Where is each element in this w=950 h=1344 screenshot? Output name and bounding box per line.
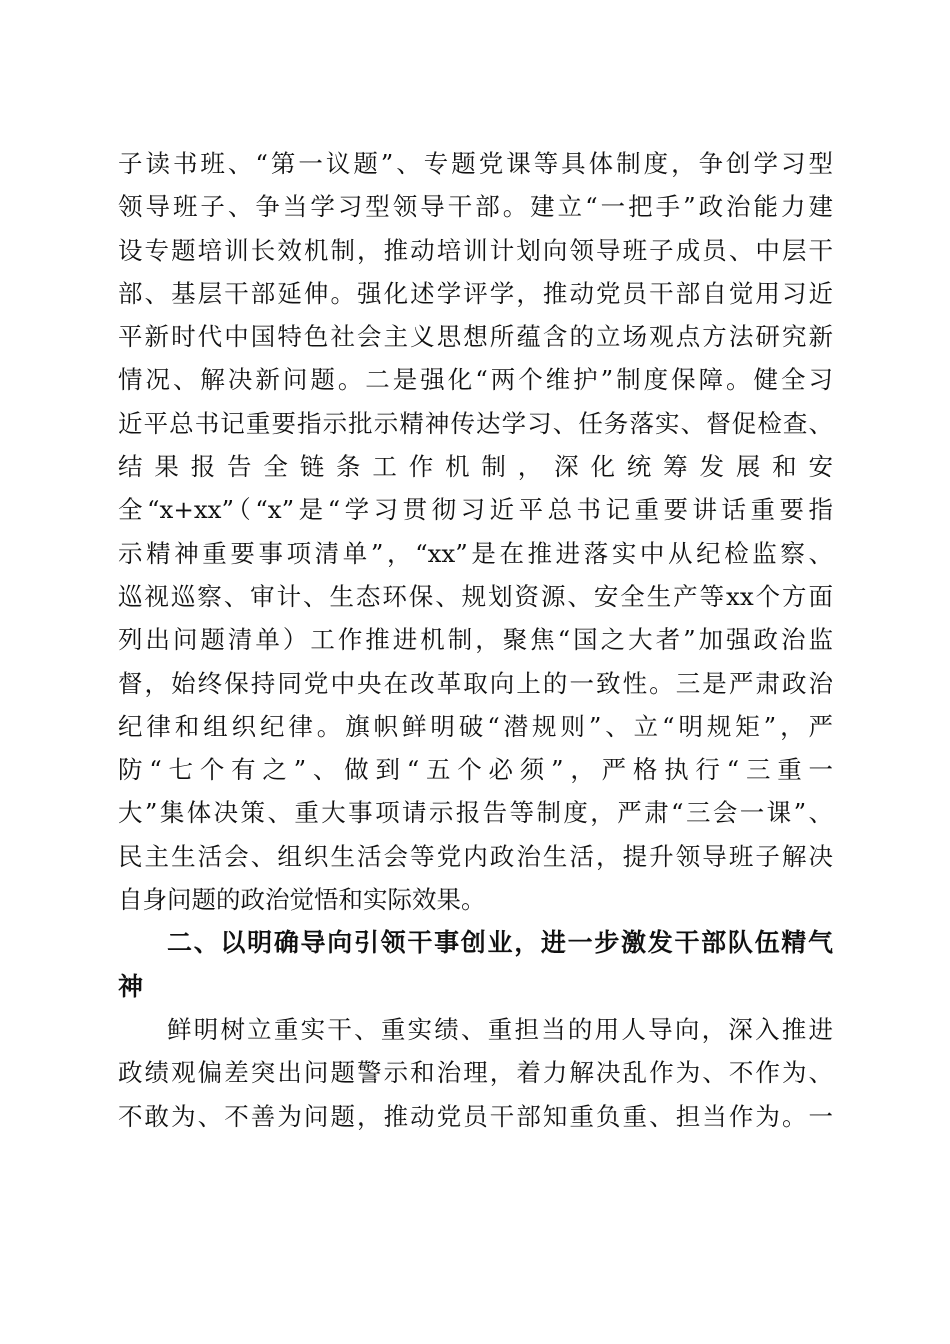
text-line: 子读书班、“第一议题”、专题党课等具体制度，争创学习型 (118, 149, 833, 178)
text-line: 情况、解决新问题。二是强化“两个维护”制度保障。健全习 (118, 365, 833, 395)
text-line: 平新时代中国特色社会主义思想所蕴含的立场观点方法研究新 (118, 322, 833, 352)
text-line: 示精神重要事项清单”，“xx”是在推进落实中从纪检监察、 (118, 538, 833, 568)
paragraph-line: 不敢为、不善为问题，推动党员干部知重负重、担当作为。一 (118, 1101, 833, 1131)
text-line: 领导班子、争当学习型领导干部。建立“一把手”政治能力建 (118, 192, 833, 222)
text-line: 全“x+xx”（“x”是“学习贯彻习近平总书记重要讲话重要指 (118, 495, 833, 525)
text-line: 列出问题清单）工作推进机制，聚焦“国之大者”加强政治监 (118, 625, 833, 655)
text-line: 设专题培训长效机制，推动培训计划向领导班子成员、中层干 (118, 235, 833, 265)
text-line: 近平总书记重要指示批示精神传达学习、任务落实、督促检查、 (118, 408, 833, 438)
text-line: 部、基层干部延伸。强化述学评学，推动党员干部自觉用习近 (118, 278, 833, 308)
text-line: 纪律和组织纪律。旗帜鲜明破“潜规则”、立“明规矩”，严 (118, 711, 833, 741)
section-heading: 二、以明确导向引领干事创业，进一步激发干部队伍精气 (167, 928, 833, 958)
text-line: 结果报告全链条工作机制，深化统筹发展和安 (118, 452, 833, 482)
text-line: 民主生活会、组织生活会等党内政治生活，提升领导班子解决 (118, 841, 833, 871)
paragraph-line: 政绩观偏差突出问题警示和治理，着力解决乱作为、不作为、 (118, 1058, 833, 1088)
text-line: 巡视巡察、审计、生态环保、规划资源、安全生产等xx个方面 (118, 581, 833, 611)
paragraph-line: 鲜明树立重实干、重实绩、重担当的用人导向，深入推进 (167, 1014, 833, 1044)
section-heading-continued: 神 (118, 971, 144, 1001)
text-line: 防“七个有之”、做到“五个必须”，严格执行“三重一 (118, 755, 833, 785)
text-line: 自身问题的政治觉悟和实际效果。 (118, 885, 486, 915)
document-body (118, 142, 833, 1138)
text-line: 大”集体决策、重大事项请示报告等制度，严肃“三会一课”、 (118, 798, 833, 828)
text-line: 督，始终保持同党中央在改革取向上的一致性。三是严肃政治 (118, 668, 833, 698)
